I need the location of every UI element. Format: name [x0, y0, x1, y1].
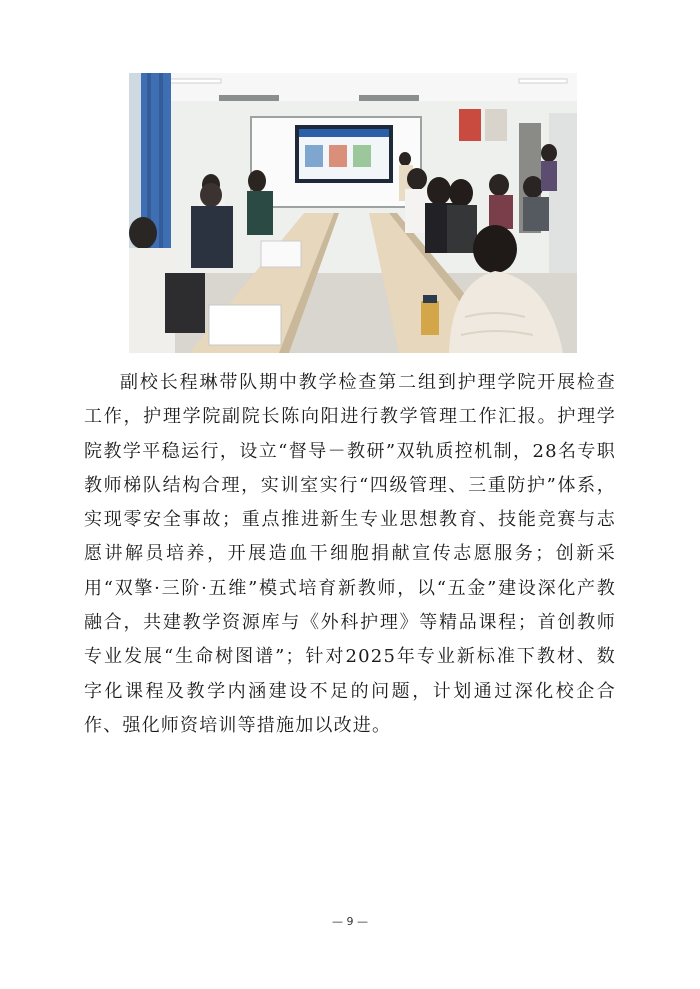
classroom-meeting-photo: [129, 73, 577, 353]
meeting-photo: [129, 73, 577, 353]
article-paragraph: 副校长程琳带队期中教学检查第二组到护理学院开展检查工作，护理学院副院长陈向阳进行教学管理工作汇报。护理学院教学平稳运行，设立“督导－教研”双轨质控机制，28名专职教师梯队结构合理，实训室实行“四级管理、三重防护”体系，实现零安全事故；重点推进新生专业思想教育、技能竞赛与志愿讲解员培养，开展造血干细胞捐献宣传志愿服务；创新采用“双擎·三阶·五维”模式培育新教师，以“五金”建设深化产教融合，共建教学资源库与《外科护理》等精品课程；首创教师专业发展“生命树图谱”；针对2025年专业新标准下教材、数字化课程及教学内涵建设不足的问题，计划通过深化校企合作、强化师资培训等措施加以改进。: [84, 372, 616, 736]
page-number: — 9 —: [332, 915, 368, 928]
